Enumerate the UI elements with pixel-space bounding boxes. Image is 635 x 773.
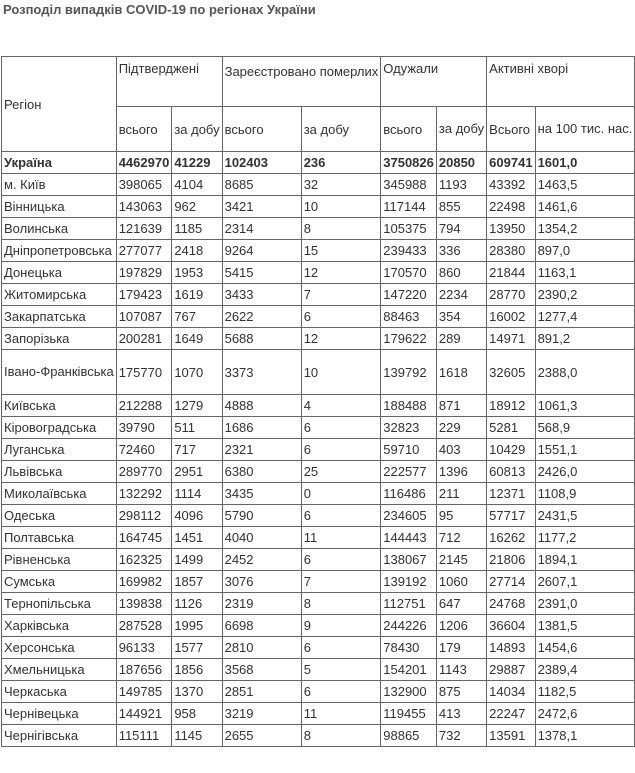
confirmed-total-cell: 4462970 [116,152,172,174]
table-row [2,350,635,395]
region-cell: Сумська [2,571,117,593]
confirmed-per-day-cell: 1370 [172,681,222,703]
recovered-per-day-cell: 860 [436,262,486,284]
recovered-per-day-cell: 403 [436,439,486,461]
region-cell: Львівська [2,461,117,483]
table-row [2,483,635,505]
recovered-per-day-cell: 1206 [436,615,486,637]
active-total-cell: 16002 [487,306,535,328]
table-row [2,527,635,549]
confirmed-total-cell: 200281 [116,328,172,350]
active-total-cell: 10429 [487,439,535,461]
deaths-total-cell: 2321 [222,439,301,461]
active-total-cell: 18912 [487,395,535,417]
recovered-total-cell: 59710 [381,439,437,461]
recovered-total-cell: 117144 [381,196,437,218]
deaths-total-cell: 3433 [222,284,301,306]
active-total-cell: 24768 [487,593,535,615]
confirmed-per-day-cell: 1126 [172,593,222,615]
active-per-100k-cell: 891,2 [535,328,635,350]
confirmed-total-cell: 287528 [116,615,172,637]
active-per-100k-cell: 2390,2 [535,284,635,306]
deaths-total-cell: 2655 [222,725,301,747]
confirmed-per-day-cell: 1857 [172,571,222,593]
region-cell: Черкаська [2,681,117,703]
active-total-cell: 32605 [487,350,535,395]
confirmed-per-day-cell: 1451 [172,527,222,549]
confirmed-per-day-cell: 1577 [172,637,222,659]
active-total-cell: 28380 [487,240,535,262]
deaths-per-day-cell: 32 [301,174,381,196]
active-total-cell: 14034 [487,681,535,703]
recovered-total-cell: 116486 [381,483,437,505]
recovered-per-day-cell: 732 [436,725,486,747]
region-cell: Україна [2,152,117,174]
recovered-total-cell: 132900 [381,681,437,703]
active-per-100k-cell: 1177,2 [535,527,635,549]
confirmed-total-cell: 139838 [116,593,172,615]
deaths-per-day-cell: 7 [301,571,381,593]
active-total-cell: 36604 [487,615,535,637]
confirmed-per-day-cell: 511 [172,417,222,439]
deaths-per-day-cell: 9 [301,615,381,637]
active-per-100k-cell: 2391,0 [535,593,635,615]
deaths-per-day-cell: 6 [301,637,381,659]
confirmed-total-cell: 298112 [116,505,172,527]
active-per-100k-cell: 2388,0 [535,350,635,395]
recovered-total-cell: 154201 [381,659,437,681]
header-deaths-total: всього [222,107,301,152]
active-per-100k-cell: 1061,3 [535,395,635,417]
header-confirmed: Підтверджені [116,57,222,107]
confirmed-total-cell: 144921 [116,703,172,725]
recovered-total-cell: 112751 [381,593,437,615]
active-total-cell: 21806 [487,549,535,571]
active-per-100k-cell: 1894,1 [535,549,635,571]
region-cell: Полтавська [2,527,117,549]
active-per-100k-cell: 2389,4 [535,659,635,681]
region-cell: Рівненська [2,549,117,571]
active-total-cell: 5281 [487,417,535,439]
recovered-per-day-cell: 229 [436,417,486,439]
deaths-total-cell: 5688 [222,328,301,350]
region-cell: Волинська [2,218,117,240]
confirmed-per-day-cell: 1145 [172,725,222,747]
active-per-100k-cell: 2426,0 [535,461,635,483]
deaths-total-cell: 102403 [222,152,301,174]
recovered-per-day-cell: 2234 [436,284,486,306]
active-per-100k-cell: 1463,5 [535,174,635,196]
header-recovered: Одужали [381,57,487,107]
region-cell: Вінницька [2,196,117,218]
confirmed-per-day-cell: 1953 [172,262,222,284]
header-row-groups [2,57,635,107]
deaths-per-day-cell: 5 [301,659,381,681]
confirmed-total-cell: 39790 [116,417,172,439]
region-cell: Закарпатська [2,306,117,328]
table-row [2,328,635,350]
region-cell: Миколаївська [2,483,117,505]
deaths-total-cell: 2452 [222,549,301,571]
recovered-total-cell: 179622 [381,328,437,350]
table-row [2,461,635,483]
table-row [2,262,635,284]
confirmed-total-cell: 179423 [116,284,172,306]
region-cell: Хмельницька [2,659,117,681]
confirmed-per-day-cell: 4096 [172,505,222,527]
confirmed-per-day-cell: 4104 [172,174,222,196]
active-total-cell: 14893 [487,637,535,659]
active-per-100k-cell: 1354,2 [535,218,635,240]
confirmed-total-cell: 162325 [116,549,172,571]
table-row [2,417,635,439]
recovered-total-cell: 139792 [381,350,437,395]
deaths-per-day-cell: 6 [301,549,381,571]
header-active: Активні хворі [487,57,635,107]
confirmed-total-cell: 143063 [116,196,172,218]
active-total-cell: 28770 [487,284,535,306]
deaths-total-cell: 2314 [222,218,301,240]
deaths-per-day-cell: 7 [301,284,381,306]
region-cell: Київська [2,395,117,417]
table-row [2,218,635,240]
recovered-total-cell: 105375 [381,218,437,240]
recovered-per-day-cell: 95 [436,505,486,527]
region-cell: Чернівецька [2,703,117,725]
region-cell: Запорізька [2,328,117,350]
deaths-total-cell: 3076 [222,571,301,593]
recovered-total-cell: 32823 [381,417,437,439]
header-region: Регіон [2,57,117,152]
confirmed-per-day-cell: 1856 [172,659,222,681]
table-row [2,240,635,262]
recovered-total-cell: 239433 [381,240,437,262]
confirmed-per-day-cell: 41229 [172,152,222,174]
region-cell: Чернігівська [2,725,117,747]
recovered-total-cell: 119455 [381,703,437,725]
recovered-total-cell: 139192 [381,571,437,593]
confirmed-total-cell: 175770 [116,350,172,395]
table-row [2,306,635,328]
deaths-total-cell: 4888 [222,395,301,417]
recovered-per-day-cell: 1143 [436,659,486,681]
deaths-total-cell: 2810 [222,637,301,659]
confirmed-total-cell: 398065 [116,174,172,196]
covid-regions-table [1,56,635,747]
active-total-cell: 12371 [487,483,535,505]
active-total-cell: 57717 [487,505,535,527]
deaths-per-day-cell: 8 [301,218,381,240]
active-total-cell: 13591 [487,725,535,747]
table-row [2,725,635,747]
confirmed-total-cell: 72460 [116,439,172,461]
active-per-100k-cell: 897,0 [535,240,635,262]
table-row [2,659,635,681]
header-confirmed-per-day: за добу [172,107,222,152]
deaths-per-day-cell: 6 [301,306,381,328]
header-active-total: Всього [487,107,535,152]
active-total-cell: 609741 [487,152,535,174]
confirmed-per-day-cell: 1279 [172,395,222,417]
region-cell: Тернопільська [2,593,117,615]
table-row [2,571,635,593]
region-cell: Херсонська [2,637,117,659]
deaths-total-cell: 3373 [222,350,301,395]
confirmed-per-day-cell: 767 [172,306,222,328]
active-per-100k-cell: 1182,5 [535,681,635,703]
confirmed-per-day-cell: 1995 [172,615,222,637]
header-recovered-total: всього [381,107,437,152]
region-cell: Харківська [2,615,117,637]
recovered-per-day-cell: 1060 [436,571,486,593]
recovered-per-day-cell: 179 [436,637,486,659]
active-total-cell: 29887 [487,659,535,681]
header-active-per-100k: на 100 тис. нас. [535,107,635,152]
recovered-total-cell: 138067 [381,549,437,571]
active-total-cell: 13950 [487,218,535,240]
active-total-cell: 27714 [487,571,535,593]
deaths-total-cell: 2851 [222,681,301,703]
recovered-per-day-cell: 1193 [436,174,486,196]
table-row [2,615,635,637]
region-cell: Луганська [2,439,117,461]
confirmed-total-cell: 197829 [116,262,172,284]
deaths-per-day-cell: 12 [301,328,381,350]
confirmed-total-cell: 121639 [116,218,172,240]
deaths-total-cell: 8685 [222,174,301,196]
recovered-total-cell: 88463 [381,306,437,328]
deaths-per-day-cell: 11 [301,703,381,725]
table-row [2,174,635,196]
confirmed-per-day-cell: 1619 [172,284,222,306]
deaths-per-day-cell: 8 [301,593,381,615]
table-row [2,152,635,174]
recovered-total-cell: 234605 [381,505,437,527]
table-row [2,703,635,725]
deaths-total-cell: 4040 [222,527,301,549]
deaths-per-day-cell: 236 [301,152,381,174]
deaths-total-cell: 3435 [222,483,301,505]
active-per-100k-cell: 2472,6 [535,703,635,725]
recovered-per-day-cell: 1396 [436,461,486,483]
active-per-100k-cell: 1551,1 [535,439,635,461]
confirmed-per-day-cell: 2418 [172,240,222,262]
table-row [2,681,635,703]
deaths-total-cell: 9264 [222,240,301,262]
region-cell: Житомирська [2,284,117,306]
header-deaths-per-day: за добу [301,107,381,152]
active-per-100k-cell: 1163,1 [535,262,635,284]
region-cell: м. Київ [2,174,117,196]
confirmed-total-cell: 107087 [116,306,172,328]
recovered-total-cell: 144443 [381,527,437,549]
recovered-total-cell: 147220 [381,284,437,306]
confirmed-per-day-cell: 717 [172,439,222,461]
active-per-100k-cell: 1454,6 [535,637,635,659]
recovered-total-cell: 244226 [381,615,437,637]
deaths-per-day-cell: 0 [301,483,381,505]
table-row [2,549,635,571]
deaths-total-cell: 3421 [222,196,301,218]
recovered-total-cell: 78430 [381,637,437,659]
deaths-per-day-cell: 6 [301,439,381,461]
region-cell: Одеська [2,505,117,527]
table-body [2,152,635,747]
recovered-per-day-cell: 20850 [436,152,486,174]
recovered-total-cell: 188488 [381,395,437,417]
confirmed-total-cell: 277077 [116,240,172,262]
deaths-per-day-cell: 6 [301,505,381,527]
recovered-total-cell: 170570 [381,262,437,284]
active-total-cell: 14971 [487,328,535,350]
table-row [2,439,635,461]
deaths-per-day-cell: 10 [301,350,381,395]
active-per-100k-cell: 1461,6 [535,196,635,218]
active-per-100k-cell: 1277,4 [535,306,635,328]
table-row [2,593,635,615]
confirmed-per-day-cell: 1499 [172,549,222,571]
deaths-total-cell: 6380 [222,461,301,483]
recovered-per-day-cell: 1618 [436,350,486,395]
confirmed-per-day-cell: 1114 [172,483,222,505]
deaths-per-day-cell: 25 [301,461,381,483]
recovered-per-day-cell: 871 [436,395,486,417]
active-total-cell: 60813 [487,461,535,483]
confirmed-total-cell: 132292 [116,483,172,505]
active-per-100k-cell: 1381,5 [535,615,635,637]
active-total-cell: 22498 [487,196,535,218]
active-total-cell: 22247 [487,703,535,725]
active-per-100k-cell: 1378,1 [535,725,635,747]
region-cell: Кіровоградська [2,417,117,439]
deaths-total-cell: 2622 [222,306,301,328]
confirmed-per-day-cell: 1070 [172,350,222,395]
deaths-total-cell: 1686 [222,417,301,439]
recovered-per-day-cell: 289 [436,328,486,350]
header-confirmed-total: всього [116,107,172,152]
table-row [2,196,635,218]
recovered-per-day-cell: 2145 [436,549,486,571]
deaths-total-cell: 2319 [222,593,301,615]
header-recovered-per-day: за добу [436,107,486,152]
confirmed-total-cell: 96133 [116,637,172,659]
recovered-per-day-cell: 647 [436,593,486,615]
page-title: Розподіл випадків COVID-19 по регіонах України [3,2,316,17]
recovered-per-day-cell: 794 [436,218,486,240]
deaths-per-day-cell: 4 [301,395,381,417]
confirmed-total-cell: 187656 [116,659,172,681]
confirmed-total-cell: 164745 [116,527,172,549]
deaths-total-cell: 5790 [222,505,301,527]
active-total-cell: 16262 [487,527,535,549]
confirmed-per-day-cell: 1185 [172,218,222,240]
active-total-cell: 21844 [487,262,535,284]
confirmed-per-day-cell: 2951 [172,461,222,483]
confirmed-total-cell: 169982 [116,571,172,593]
deaths-per-day-cell: 10 [301,196,381,218]
confirmed-total-cell: 212288 [116,395,172,417]
deaths-total-cell: 5415 [222,262,301,284]
table-row [2,395,635,417]
recovered-per-day-cell: 336 [436,240,486,262]
active-per-100k-cell: 2431,5 [535,505,635,527]
region-cell: Донецька [2,262,117,284]
table-row [2,505,635,527]
deaths-total-cell: 3568 [222,659,301,681]
confirmed-total-cell: 149785 [116,681,172,703]
table-row [2,637,635,659]
deaths-total-cell: 6698 [222,615,301,637]
recovered-per-day-cell: 855 [436,196,486,218]
deaths-per-day-cell: 15 [301,240,381,262]
deaths-total-cell: 3219 [222,703,301,725]
recovered-per-day-cell: 354 [436,306,486,328]
recovered-per-day-cell: 875 [436,681,486,703]
table-row [2,284,635,306]
confirmed-total-cell: 115111 [116,725,172,747]
region-cell: Дніпропетровська [2,240,117,262]
deaths-per-day-cell: 6 [301,681,381,703]
region-cell: Івано-Франківська [2,350,117,395]
active-per-100k-cell: 1108,9 [535,483,635,505]
recovered-per-day-cell: 413 [436,703,486,725]
deaths-per-day-cell: 11 [301,527,381,549]
active-per-100k-cell: 2607,1 [535,571,635,593]
recovered-total-cell: 98865 [381,725,437,747]
deaths-per-day-cell: 8 [301,725,381,747]
confirmed-per-day-cell: 958 [172,703,222,725]
active-per-100k-cell: 1601,0 [535,152,635,174]
confirmed-per-day-cell: 962 [172,196,222,218]
recovered-total-cell: 222577 [381,461,437,483]
active-per-100k-cell: 568,9 [535,417,635,439]
confirmed-total-cell: 289770 [116,461,172,483]
active-total-cell: 43392 [487,174,535,196]
header-deaths: Зареєстровано померлих [222,57,381,107]
recovered-per-day-cell: 211 [436,483,486,505]
recovered-per-day-cell: 712 [436,527,486,549]
deaths-per-day-cell: 6 [301,417,381,439]
recovered-total-cell: 3750826 [381,152,437,174]
confirmed-per-day-cell: 1649 [172,328,222,350]
deaths-per-day-cell: 12 [301,262,381,284]
recovered-total-cell: 345988 [381,174,437,196]
